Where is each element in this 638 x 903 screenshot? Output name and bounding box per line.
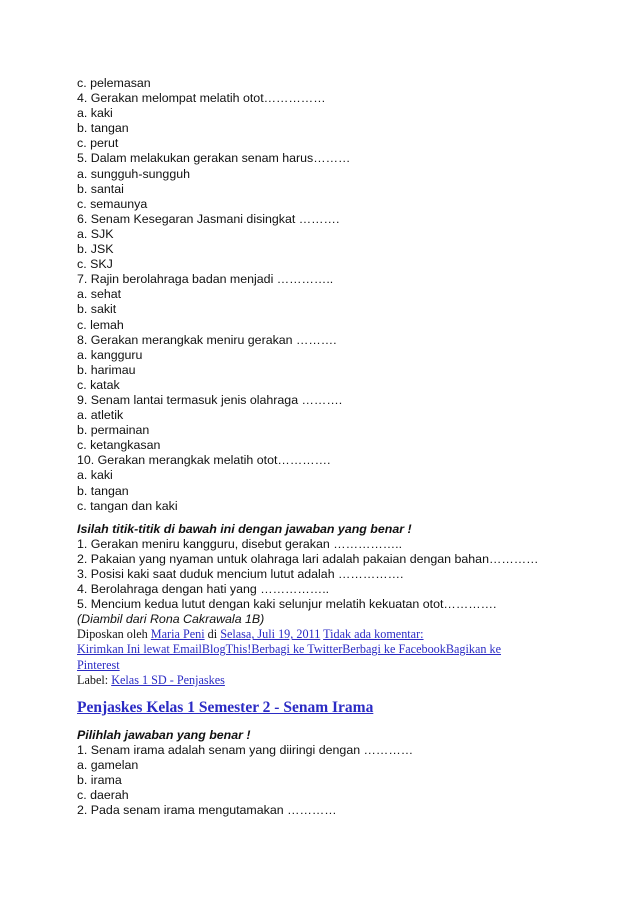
- fill-question: 3. Posisi kaki saat duduk mencium lutut adalah …………….: [77, 567, 404, 581]
- question-6: 6. Senam Kesegaran Jasmani disingkat ……….: [77, 211, 340, 226]
- option-line: c. katak: [77, 377, 120, 392]
- option-line: c. tangan dan kaki: [77, 498, 178, 513]
- option-line: b. santai: [77, 181, 124, 196]
- label-link[interactable]: Kelas 1 SD - Penjaskes: [111, 672, 225, 687]
- option-line: a. kangguru: [77, 347, 143, 362]
- fill-question: 5. Mencium kedua lutut dengan kaki selunjur melatih kekuatan otot………….: [77, 597, 497, 612]
- share-links-line1[interactable]: Kirimkan Ini lewat EmailBlogThis!Berbagi ke TwitterBerbagi ke FacebookBagikan ke: [77, 642, 502, 657]
- question-7: 7. Rajin berolahraga badan menjadi …………..: [77, 272, 334, 287]
- at-text: di: [207, 627, 218, 642]
- section-heading: Isilah titik-titik di bawah ini dengan jawaban yang benar !: [77, 521, 412, 536]
- option-line: b. permainan: [77, 423, 150, 438]
- label-prefix: Label:: [77, 672, 109, 687]
- question-4: 4. Gerakan melompat melatih otot……………: [77, 91, 326, 106]
- option-line: a. SJK: [77, 226, 114, 241]
- option-line: c. perut: [77, 136, 119, 151]
- fill-question: 2. Pakaian yang nyaman untuk olahraga lari adalah pakaian dengan bahan…………: [77, 551, 539, 566]
- option-line: b. sakit: [77, 302, 117, 317]
- share-links: [77, 642, 617, 657]
- question-9: 9. Senam lantai termasuk jenis olahraga ……….: [77, 392, 343, 407]
- posted-by-text: Diposkan oleh: [77, 627, 148, 642]
- option-line: c. daerah: [77, 788, 129, 803]
- option-line: b. irama: [77, 773, 122, 788]
- question-1: 1. Senam irama adalah senam yang diiringi dengan …………: [77, 742, 414, 757]
- question-list-2: [77, 728, 617, 819]
- share-links-continued: [77, 658, 617, 673]
- option-line: b. tangan: [77, 483, 129, 498]
- fill-in-section: [77, 522, 617, 628]
- option-line: b. harimau: [77, 362, 136, 377]
- option-line: c. ketangkasan: [77, 438, 161, 453]
- option-line: b. tangan: [77, 121, 129, 136]
- option-line: b. JSK: [77, 242, 114, 257]
- option-line: c. lemah: [77, 317, 124, 332]
- fill-question: 1. Gerakan meniru kangguru, disebut gerakan ……………..: [77, 536, 403, 551]
- option-line: a. kaki: [77, 106, 113, 121]
- date-link[interactable]: Selasa, Juli 19, 2011: [220, 627, 321, 642]
- section-heading: Pilihlah jawaban yang benar !: [77, 727, 251, 742]
- question-8: 8. Gerakan merangkak meniru gerakan ……….: [77, 332, 337, 347]
- question-list-1: [77, 76, 617, 514]
- comments-link[interactable]: Tidak ada komentar:: [323, 627, 424, 642]
- option-line: a. gamelan: [77, 757, 139, 772]
- option-line: c. SKJ: [77, 257, 113, 272]
- post-labels: [77, 673, 617, 688]
- post-title-link[interactable]: Penjaskes Kelas 1 Semester 2 - Senam Irama: [77, 698, 374, 716]
- share-pinterest-link[interactable]: Pinterest: [77, 657, 120, 672]
- question-10: 10. Gerakan merangkak melatih otot………….: [77, 453, 331, 468]
- option-line: a. sungguh-sungguh: [77, 166, 190, 181]
- option-line: a. sehat: [77, 287, 122, 302]
- fill-question: 4. Berolahraga dengan hati yang ……………..: [77, 582, 330, 597]
- option-line: a. atletik: [77, 408, 124, 423]
- option-line: a. kaki: [77, 468, 113, 483]
- option-line: c. semaunya: [77, 196, 148, 211]
- document-page: [77, 76, 617, 818]
- text-line: c. pelemasan: [77, 76, 151, 90]
- question-2: 2. Pada senam irama mengutamakan …………: [77, 803, 337, 818]
- post-byline: [77, 627, 617, 642]
- source-note: (Diambil dari Rona Cakrawala 1B): [77, 612, 265, 627]
- post-footer: [77, 627, 617, 687]
- author-link[interactable]: Maria Peni: [150, 627, 205, 642]
- question-5: 5. Dalam melakukan gerakan senam harus………: [77, 151, 351, 166]
